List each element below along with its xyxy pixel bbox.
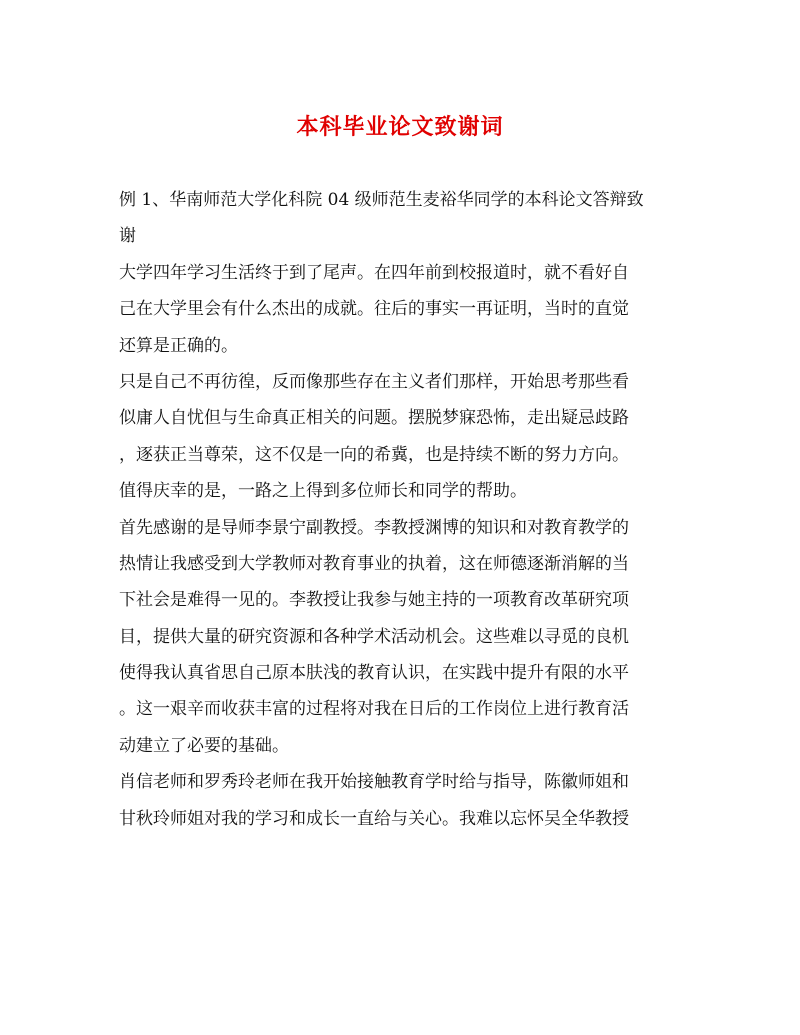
document-body <box>119 182 685 837</box>
body-line: 甘秋玲师姐对我的学习和成长一直给与关心。我难以忘怀吴全华教授 <box>119 808 629 829</box>
body-line: 热情让我感受到大学教师对教育事业的执着，这在师德逐渐消解的当 <box>119 553 629 574</box>
body-line: 动建立了必要的基础。 <box>119 735 289 756</box>
body-line: 谢 <box>119 226 136 247</box>
body-line: 还算是正确的。 <box>119 335 238 356</box>
body-line: 肖信老师和罗秀玲老师在我开始接触教育学时给与指导，陈徽师姐和 <box>119 772 629 793</box>
body-line: 例 1、华南师范大学化科院 04 级师范生麦裕华同学的本科论文答辩致 <box>119 190 644 210</box>
body-line: 大学四年学习生活终于到了尾声。在四年前到校报道时，就不看好自 <box>119 262 629 283</box>
body-line: 似庸人自忧但与生命真正相关的问题。摆脱梦寐恐怖，走出疑忌歧路 <box>119 408 629 429</box>
body-line: 目，提供大量的研究资源和各种学术活动机会。这些难以寻觅的良机 <box>119 626 629 647</box>
body-line: 值得庆幸的是，一路之上得到多位师长和同学的帮助。 <box>119 481 527 502</box>
body-line: 首先感谢的是导师李景宁副教授。李教授渊博的知识和对教育教学的 <box>119 517 629 538</box>
body-line: 。这一艰辛而收获丰富的过程将对我在日后的工作岗位上进行教育活 <box>119 699 629 720</box>
body-line: 使得我认真省思自己原本肤浅的教育认识，在实践中提升有限的水平 <box>119 663 629 684</box>
body-line: 只是自己不再彷徨，反而像那些存在主义者们那样，开始思考那些看 <box>119 371 629 392</box>
body-line: ，逐获正当尊荣，这不仅是一向的希冀，也是持续不断的努力方向。 <box>119 444 629 465</box>
document-title: 本科毕业论文致谢词 <box>296 114 504 140</box>
body-line: 下社会是难得一见的。李教授让我参与她主持的一项教育改革研究项 <box>119 590 629 611</box>
body-line: 己在大学里会有什么杰出的成就。往后的事实一再证明，当时的直觉 <box>119 299 629 320</box>
